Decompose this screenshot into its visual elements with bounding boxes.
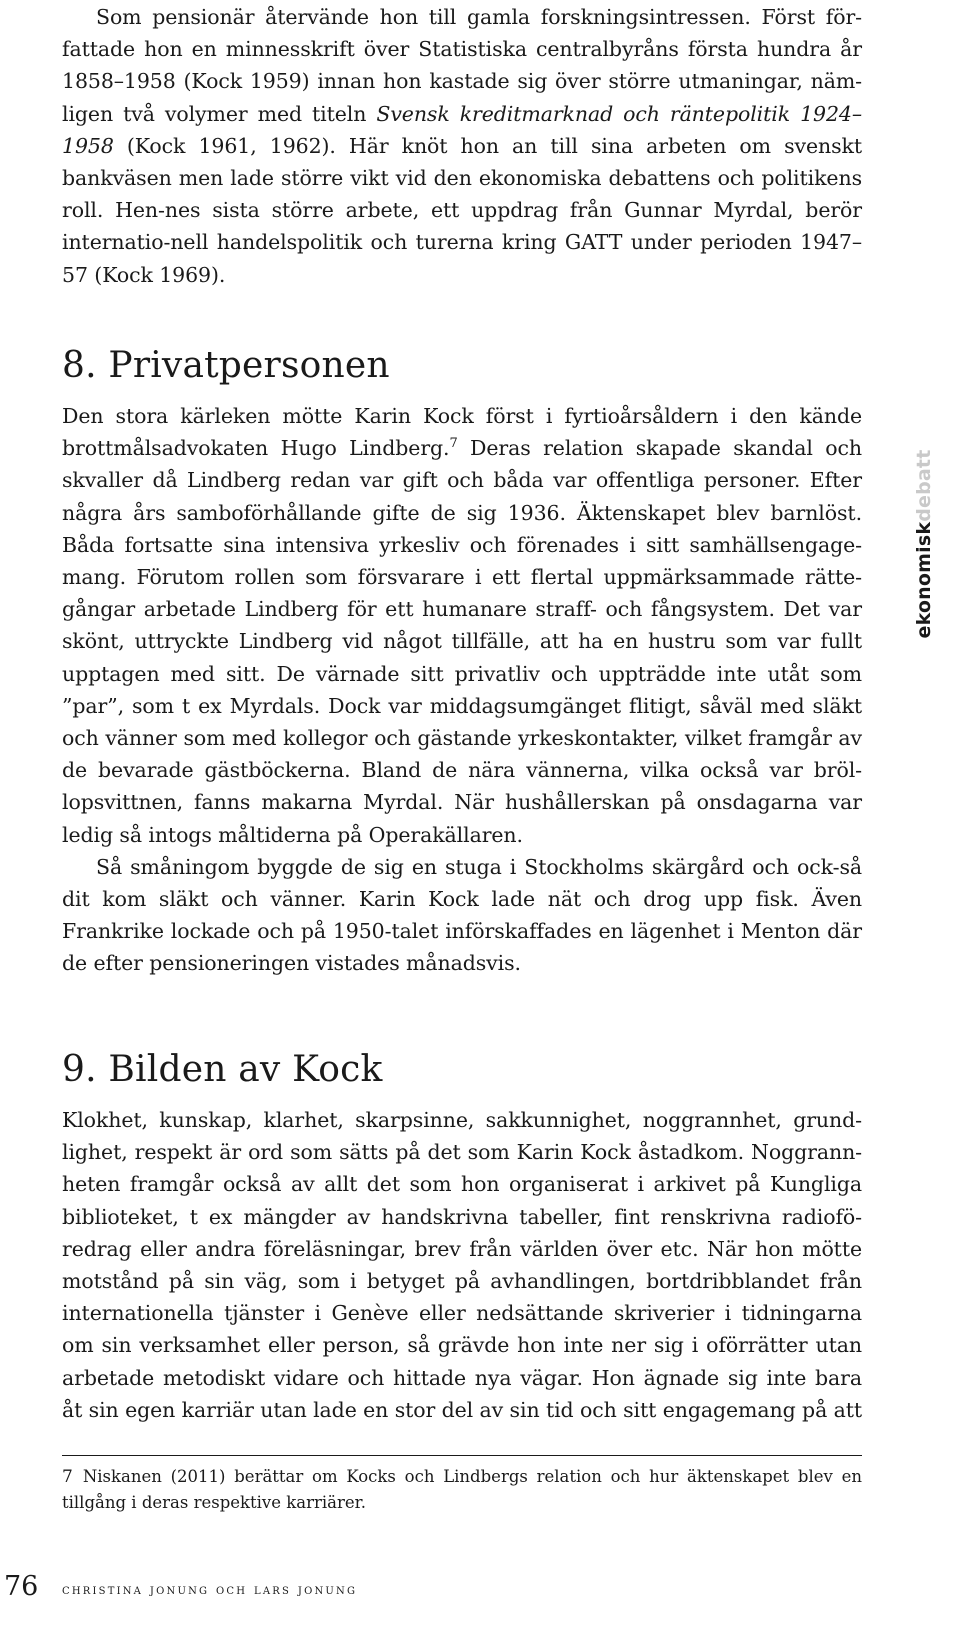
para-text: Den stora kärleken mötte Karin Kock först i fyrtioårsåldern i den kände brottmålsadvokaten Hugo Lindberg. bbox=[62, 404, 862, 461]
footnote-reference[interactable]: 7 bbox=[449, 436, 458, 452]
section-9-heading: 9. Bilden av Kock bbox=[62, 1049, 383, 1090]
section-8-heading: 8. Privatpersonen bbox=[62, 345, 390, 386]
para-text-end: Deras relation skapade skandal och skvaller då Lindberg redan var gift och båda var offentliga personer. Efter några års samboförhållande gifte de sig 1936. Äktenskapet blev barnlöst. Båda fortsatte sina intensiva yrkesliv och förenades i sitt samhällsengage-mang. Förutom rollen som försvarare i ett flertal uppmärksammade rätte-gångar arbetade Lindberg för ett humanare straff- och fångsystem. Det var skönt, uttryckte Lindberg vid något tillfälle, att ha en hustru som var fullt upptagen med sitt. De värnade sitt privatliv och uppträdde inte utåt som ”par”, som t ex Myrdals. Dock var middagsumgänget flitigt, såväl med släkt och vänner som med kollegor och gästande yrkeskontakter, vilket framgår av de bevarade gästböckerna. Bland de nära vännerna, vilka också var bröl-lopsvittnen, fanns makarna Myrdal. När hushållerskan på onsdagarna var ledig så intogs måltiderna på Operakällaren. bbox=[62, 436, 862, 847]
intro-block bbox=[62, 1, 862, 291]
footnote-divider bbox=[62, 1455, 862, 1456]
section-8-paragraph-1 bbox=[62, 400, 862, 851]
section-9 bbox=[62, 1048, 862, 1426]
section-8 bbox=[62, 344, 862, 980]
footnote-text: Niskanen (2011) berättar om Kocks och Lindbergs relation och hur äktenskapet blev en tillgång i deras respektive karriärer. bbox=[62, 1467, 862, 1512]
book-title-italic: Svensk kreditmarknad och räntepolitik 1924–1958 bbox=[62, 101, 862, 158]
section-8-paragraph-2: Så småningom byggde de sig en stuga i Stockholms skärgård och ock-så dit kom släkt och vänner. Karin Kock lade nät och drog upp fisk. Även Frankrike lockade och på 1950-talet införskaffades en lägenhet i Menton där de efter pensioneringen vistades månadsvis. bbox=[62, 854, 862, 976]
footnote bbox=[62, 1464, 862, 1516]
section-9-paragraph-1: Klokhet, kunskap, klarhet, skarpsinne, sakkunnighet, noggrannhet, grund-lighet, respekt är ord som sätts på det som Karin Kock åstadkom. Noggrann-heten framgår också av allt det som hon organiserat i arkivet på Kungliga biblioteket, t ex mängder av handskrivna tabeller, fint renskrivna radiofö-redrag eller andra föreläsningar, brev från världen över etc. När hon mötte motstånd på sin väg, som i betyget på avhandlingen, bortdribblandet från internationella tjänster i Genève eller nedsättande skriverier i tidningarna om sin verksamhet eller person, så grävde hon inte ner sig i oförrätter utan arbetade metodiskt vidare och hittade nya vägar. Hon ägnade sig inte bara åt sin egen karriär utan lade en stor del av sin tid och sitt engagemang på att bbox=[62, 1108, 862, 1422]
intro-text-end: (Kock 1961, 1962). Här knöt hon an till sina arbeten om svenskt bankväsen men lade större vikt vid den ekonomiska debattens och politikens roll. Hen-nes sista större arbete, ett uppdrag från Gunnar Myrdal, berör internatio-nell handelspolitik och turerna kring GATT under perioden 1947–57 (Kock 1969). bbox=[62, 133, 862, 287]
footnote-number: 7 bbox=[62, 1467, 73, 1487]
logo-part-2: debatt bbox=[913, 449, 935, 522]
intro-paragraph bbox=[62, 1, 862, 291]
intro-text: Som pensionär återvände hon till gamla forskningsintressen. Först för-fattade hon en minnesskrift över Statistiska centralbyråns första hundra år 1858–1958 (Kock 1959) innan hon kastade sig över större utmaningar, näm-ligen två volymer med titeln bbox=[62, 5, 862, 126]
running-footer-authors: christina jonung och lars jonung bbox=[62, 1582, 358, 1598]
journal-logo bbox=[904, 434, 944, 654]
logo-part-1: ekonomisk bbox=[913, 521, 935, 639]
page-number: 76 bbox=[4, 1571, 39, 1602]
